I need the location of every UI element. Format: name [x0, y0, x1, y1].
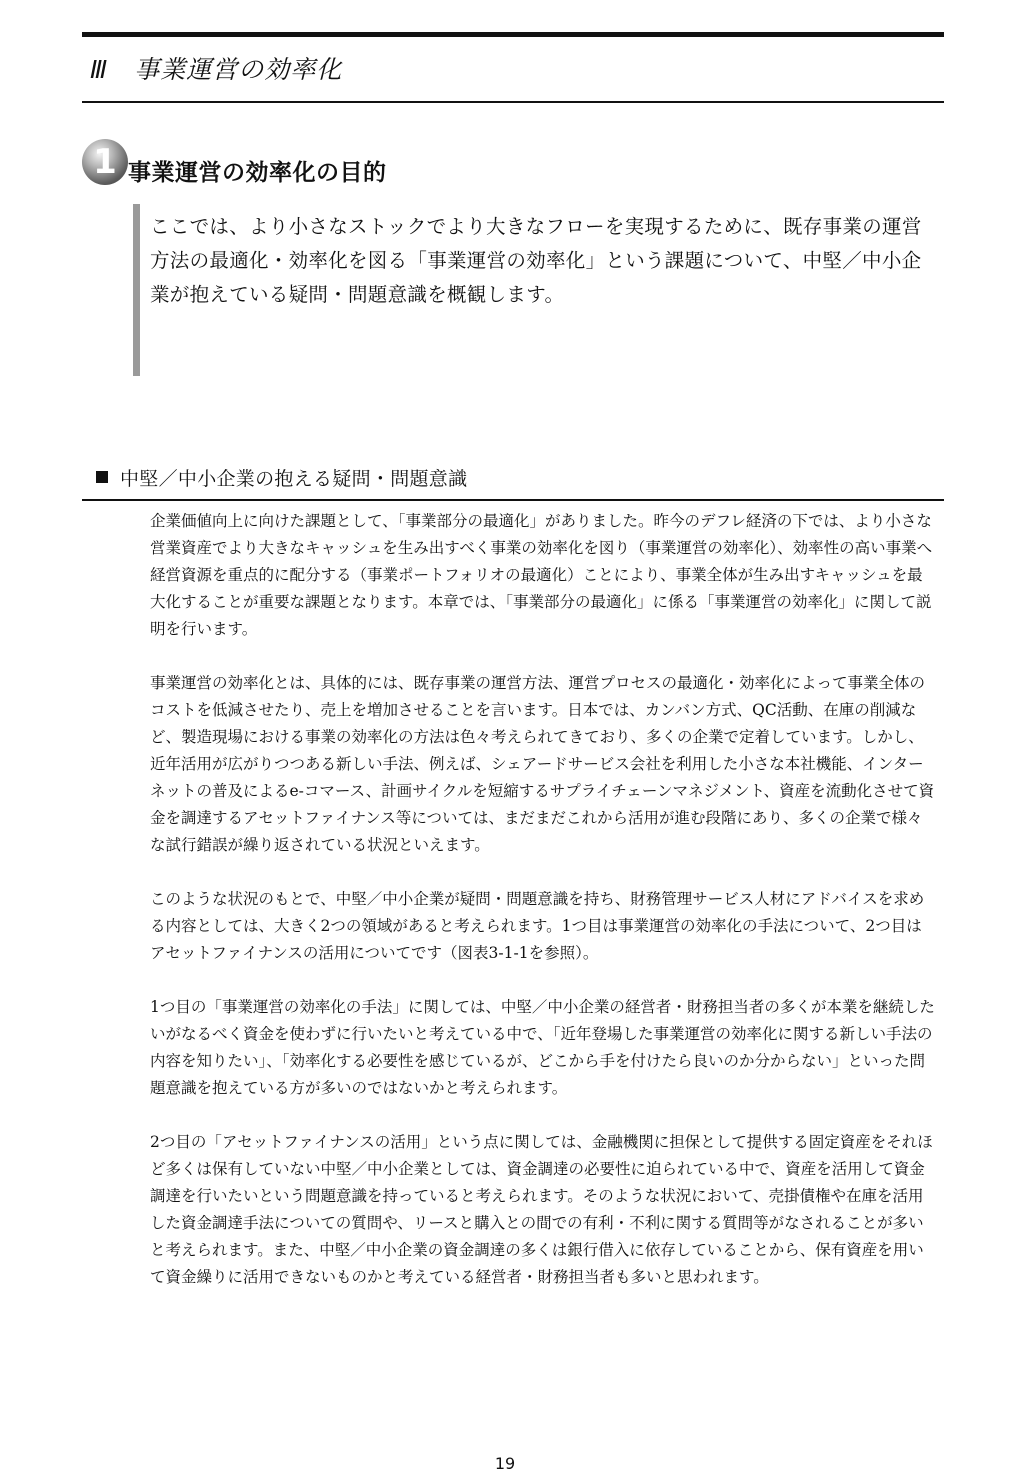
chapter-title: Ⅲ 事業運営の効率化	[90, 55, 343, 84]
paragraph: このような状況のもとで、中堅／中小企業が疑問・問題意識を持ち、財務管理サービス人材にアドバイスを求める内容としては、大きく2つの領域があると考えられます。1つ目は事業運営の効率化の手法について、2つ目はアセットファイナンスの活用についてです（図表3-1-1を参照）。	[150, 890, 925, 962]
square-bullet-icon	[96, 471, 108, 483]
subsection-rule	[82, 499, 944, 501]
paragraph: 2つ目の「アセットファイナンスの活用」という点に関しては、金融機関に担保として提供する固定資産をそれほど多くは保有していない中堅／中小企業としては、資金調達の必要性に迫られている中で、資産を活用して資金調達を行いたいという問題意識を持っていると考えられます。そのような状況において、売掛債権や在庫を活用した資金調達手法についての質問や、リースと購入との間での有利・不利に関する質問等がなされることが多いと考えられます。また、中堅／中小企業の資金調達の多くは銀行借入に依存していることから、保有資産を用いて資金繰りに活用できないものかと考えている経営者・財務担当者も多いと思われます。	[150, 1133, 933, 1286]
subsection-heading	[96, 464, 467, 491]
section-number-badge: 1	[82, 139, 128, 185]
body-text	[150, 508, 936, 1318]
intro-accent-bar	[133, 204, 140, 376]
page-number: 19	[494, 1454, 516, 1473]
top-rule	[82, 32, 944, 37]
paragraph: 1つ目の「事業運営の効率化の手法」に関しては、中堅／中小企業の経営者・財務担当者の多くが本業を継続したいがなるべく資金を使わずに行いたいと考えている中で、「近年登場した事業運営の効率化に関する新しい手法の内容を知りたい」、「効率化する必要性を感じているが、どこから手を付けたら良いのか分からない」といった問題意識を抱えている方が多いのではないかと考えられます。	[150, 998, 935, 1097]
subsection-title: 中堅／中小企業の抱える疑問・問題意識	[120, 468, 468, 490]
paragraph: 企業価値向上に向けた課題として、「事業部分の最適化」がありました。昨今のデフレ経済の下では、より小さな営業資産でより大きなキャッシュを生み出すべく事業の効率化を図り（事業運営の効率化）、効率性の高い事業へ経営資源を重点的に配分する（事業ポートフォリオの最適化）ことにより、事業全体が生み出すキャッシュを最大化することが重要な課題となります。本章では、「事業部分の最適化」に係る「事業運営の効率化」に関して説明を行います。	[150, 512, 933, 638]
section-title: 事業運営の効率化の目的	[128, 160, 387, 186]
chapter-rule	[82, 101, 944, 103]
paragraph: 事業運営の効率化とは、具体的には、既存事業の運営方法、運営プロセスの最適化・効率化によって事業全体のコストを低減させたり、売上を増加させることを言います。日本では、カンバン方式、QC活動、在庫の削減など、製造現場における事業の効率化の方法は色々考えられてきており、多くの企業で定着しています。しかし、近年活用が広がりつつある新しい手法、例えば、シェアードサービス会社を利用した小さな本社機能、インターネットの普及によるe-コマース、計画サイクルを短縮するサプライチェーンマネジメント、資産を流動化させて資金を調達するアセットファイナンス等については、まだまだこれから活用が進む段階にあり、多くの企業で様々な試行錯誤が繰り返されている状況といえます。	[150, 674, 935, 854]
intro-text: ここでは、より小さなストックでより大きなフローを実現するために、既存事業の運営方法の最適化・効率化を図る「事業運営の効率化」という課題について、中堅／中小企業が抱えている疑問・問題意識を概観します。	[150, 215, 922, 306]
